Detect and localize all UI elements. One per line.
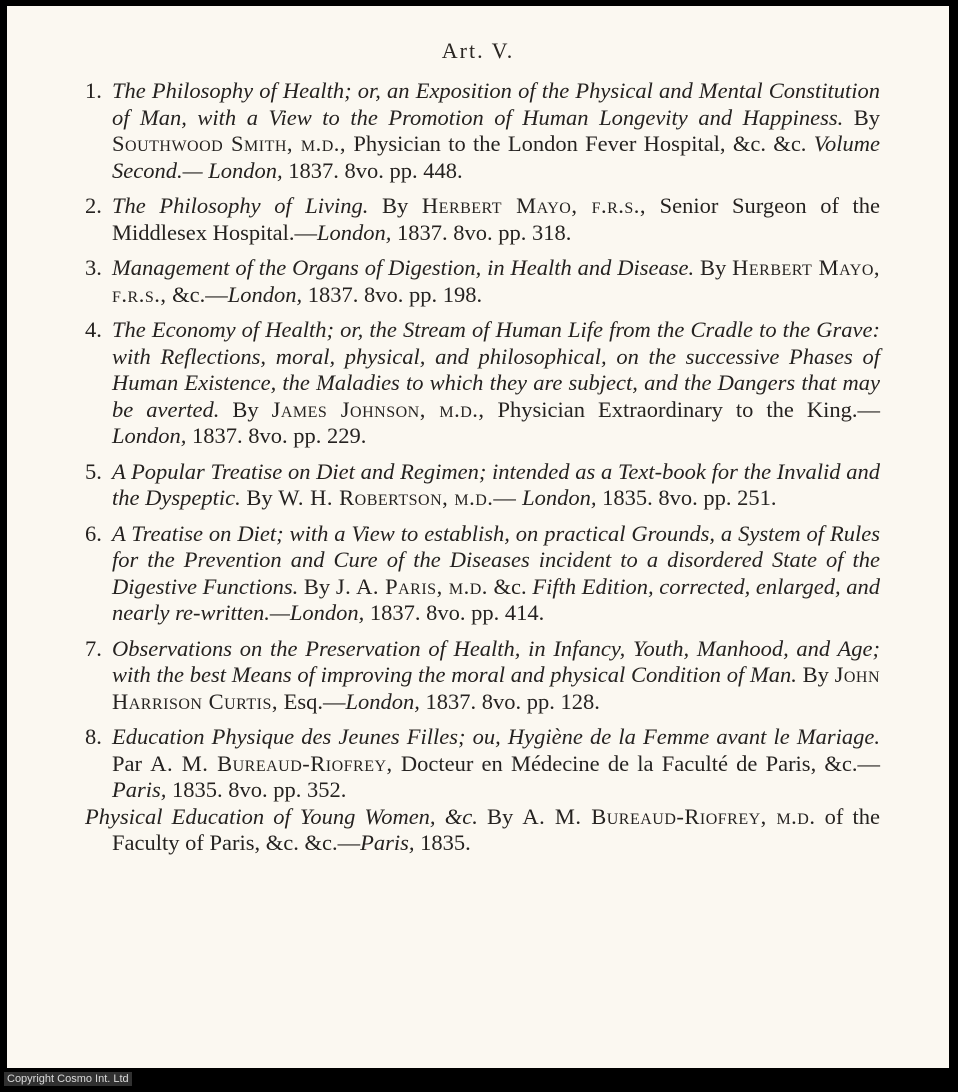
entry-by: By xyxy=(246,485,273,510)
entry-affiliation: &c. xyxy=(493,573,527,599)
bibliography-entry-1 xyxy=(85,78,880,184)
entry-title: Management of the Organs of Digestion, in Health and Disease. xyxy=(112,255,695,280)
entry-place: London, xyxy=(522,485,597,510)
entry-affiliation: Physician to the London Fever Hospital, &c. &c. xyxy=(353,131,807,156)
entry-publication: 1835. 8vo. pp. 251. xyxy=(602,485,777,510)
bibliography-entry-translation xyxy=(85,804,880,857)
entry-by: By xyxy=(486,803,514,829)
entry-publication: 1835. 8vo. pp. 352. xyxy=(172,777,347,802)
bibliography-list xyxy=(85,78,880,866)
bibliography-entry-6 xyxy=(85,521,880,627)
entry-author: John Harrison Curtis, xyxy=(112,662,881,714)
entry-place: London, xyxy=(227,281,303,307)
entry-number: 2. xyxy=(85,193,102,218)
entry-place: London, xyxy=(316,219,392,245)
entry-author: Herbert Mayo, f.r.s., xyxy=(421,193,647,218)
entry-title: A Popular Treatise on Diet and Regimen; intended as a Text-book for the Invalid and the Dyspeptic. xyxy=(112,458,880,510)
bibliography-entry-4 xyxy=(85,317,880,450)
bibliography-entry-2 xyxy=(85,193,880,246)
entry-number: 7. xyxy=(85,635,102,661)
entry-place: London, xyxy=(208,157,283,183)
entry-by: By xyxy=(700,255,727,280)
entry-place: Paris, xyxy=(360,830,415,855)
entry-affiliation: Docteur en Médecine de la Faculté de Paris, &c.— xyxy=(400,750,880,776)
entry-publication: 1837. 8vo. pp. 128. xyxy=(425,688,600,714)
entry-edition: Fifth Edition, corrected, enlarged, and nearly re-written.—London, xyxy=(112,573,881,625)
entry-affiliation: of the Faculty of Paris, &c. &c.— xyxy=(112,803,881,855)
entry-place: Paris, xyxy=(112,777,167,802)
bibliography-entry-3 xyxy=(85,255,880,308)
entry-affiliation: Esq.— xyxy=(283,688,346,714)
entry-place: London, xyxy=(345,688,420,714)
entry-title: The Philosophy of Living. xyxy=(112,193,369,218)
entry-by: By xyxy=(303,573,331,599)
entry-affiliation: Physician Extraordinary to the King.— xyxy=(497,396,881,422)
entry-author: A. M. Bureaud-Riofrey, xyxy=(150,750,393,776)
bibliography-entry-5 xyxy=(85,459,880,512)
entry-title: Physical Education of Young Women, &c. xyxy=(85,803,478,829)
book-page xyxy=(7,6,949,1068)
entry-author: Herbert Mayo, f.r.s., xyxy=(112,255,880,307)
entry-number: 5. xyxy=(85,458,102,484)
entry-title: Observations on the Preservation of Health, in Infancy, Youth, Manhood, and Age; with the best Means of improving the moral and physical Condition of Man. xyxy=(112,635,880,687)
entry-by: By xyxy=(382,193,409,218)
entry-number: 6. xyxy=(85,520,102,546)
entry-number: 3. xyxy=(85,255,102,280)
entry-publication: 1835. xyxy=(420,830,471,855)
entry-number: 8. xyxy=(85,724,102,749)
entry-author: James Johnson, m.d., xyxy=(271,396,485,422)
entry-affiliation: &c.— xyxy=(172,281,228,307)
entry-author: A. M. Bureaud-Riofrey, m.d. xyxy=(522,803,816,829)
entry-volume: Volume Second.— xyxy=(112,131,881,183)
bibliography-entry-7 xyxy=(85,636,880,716)
entry-title: The Philosophy of Health; or, an Exposition of the Physical and Mental Constitution of Man, with a View to the Promotion of Human Longevity and Happiness. xyxy=(112,78,880,130)
entry-publication: 1837. 8vo. pp. 448. xyxy=(288,157,463,183)
entry-affiliation: Senior Surgeon of the Middlesex Hospital.— xyxy=(112,193,881,245)
article-heading: Art. V. xyxy=(441,38,515,63)
entry-publication: 1837. 8vo. pp. 414. xyxy=(369,600,545,625)
entry-place: London, xyxy=(112,423,187,448)
entry-author: Southwood Smith, m.d., xyxy=(112,131,347,156)
entry-publication: 1837. 8vo. pp. 318. xyxy=(397,219,572,245)
entry-title: Education Physique des Jeunes Filles; ou, Hygiène de la Femme avant le Mariage. xyxy=(112,724,880,749)
entry-number: 4. xyxy=(85,317,102,342)
entry-author: W. H. Robertson, m.d.— xyxy=(278,485,517,510)
entry-by: By xyxy=(232,396,259,422)
entry-number: 1. xyxy=(85,78,102,103)
entry-by: By xyxy=(802,662,829,687)
entry-by: By xyxy=(853,104,881,130)
entry-publication: 1837. 8vo. pp. 198. xyxy=(307,281,483,307)
entry-publication: 1837. 8vo. pp. 229. xyxy=(192,423,367,448)
copyright-watermark: Copyright Cosmo Int. Ltd xyxy=(4,1072,132,1086)
bibliography-entry-8 xyxy=(85,724,880,804)
entry-author: J. A. Paris, m.d. xyxy=(335,573,488,599)
entry-title: The Economy of Health; or, the Stream of Human Life from the Cradle to the Grave: with Reflections, moral, physical, and philosophical, on the successive Phases of Human Existence, the Maladies to which they are subject, and the Dangers that may be averted. xyxy=(112,317,880,422)
entry-by: Par xyxy=(112,750,142,776)
entry-title: A Treatise on Diet; with a View to establish, on practical Grounds, a System of Rules for the Prevention and Cure of the Diseases incident to a disordered State of the Digestive Functions. xyxy=(112,520,880,599)
